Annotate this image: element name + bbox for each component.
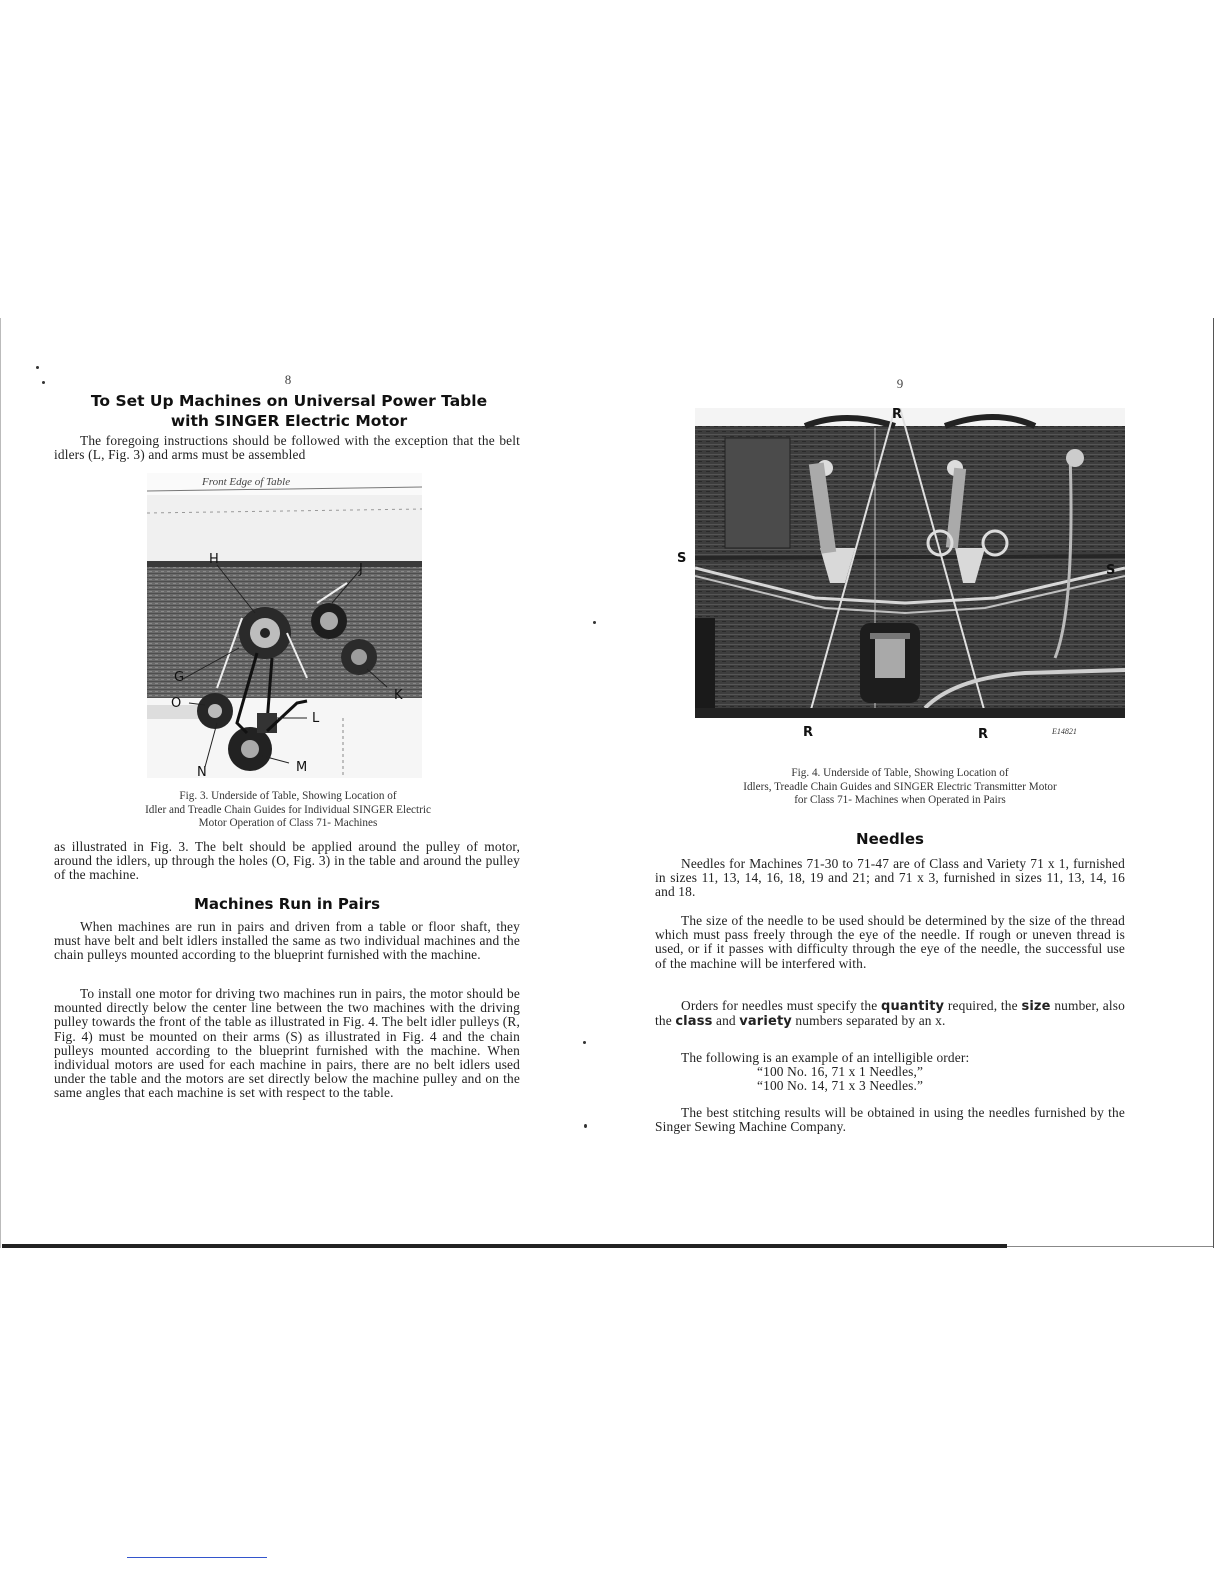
caption-line: Fig. 3. Underside of Table, Showing Location of	[179, 790, 397, 802]
fig3-label-l: L	[312, 711, 320, 726]
orders-fragment: Orders for needles must specify the	[681, 998, 882, 1013]
fig3-label-m: M	[296, 760, 308, 775]
scan-bottom-rule	[2, 1244, 1007, 1248]
caption-line: Motor Operation of Class 71- Machines	[198, 817, 378, 829]
needles-paragraph-1	[655, 857, 1125, 900]
fig3-label-n: N	[197, 765, 207, 780]
right-edge-line	[1213, 318, 1214, 1248]
page-title-line1: To Set Up Machines on Universal Power Table	[90, 392, 488, 410]
needles-text-1: Needles for Machines 71-30 to 71-47 are of Class and Variety 71 x 1, furnished in sizes 11, 13, 14, 16, 18, 19 and 21; and 71 x 3, furnished in sizes 11, 13, 14, 16 and 18.	[655, 856, 1125, 900]
scan-speck	[593, 621, 596, 624]
page-number: 8	[284, 372, 292, 387]
left-edge-line	[0, 318, 1, 1248]
orders-fragment: number, also the	[655, 998, 1125, 1029]
caption-line: Fig. 4. Underside of Table, Showing Location of	[791, 767, 1009, 779]
orders-text	[655, 999, 1125, 1029]
fig4-label-r-top: R	[892, 407, 903, 422]
page-title-line2: with SINGER Electric Motor	[170, 412, 408, 430]
fig3-label-o: O	[171, 696, 182, 711]
figure-4-caption	[680, 767, 1120, 808]
scan-speck	[36, 366, 39, 369]
caption-line: Idler and Treadle Chain Guides for Individual SINGER Electric	[145, 803, 431, 816]
example-intro: The following is an example of an intelligible order:	[681, 1050, 970, 1065]
keyword-variety: variety	[739, 1014, 792, 1030]
fig3-label-h: H	[209, 552, 219, 567]
orders-fragment: required, the	[944, 998, 1022, 1013]
scan-speck	[583, 1041, 586, 1044]
pairs-paragraph-1	[54, 920, 520, 963]
orders-fragment: numbers separated by an x.	[791, 1013, 946, 1029]
handwritten-note: Front Edge of Table	[202, 476, 291, 488]
fig4-label-r-right: R	[978, 727, 989, 742]
section-heading-pairs: Machines Run in Pairs	[193, 895, 381, 913]
figure-4-illustration	[695, 408, 1125, 718]
blue-footer-line	[127, 1557, 267, 1558]
after-figure-paragraph	[54, 840, 520, 883]
closing-text: The best stitching results will be obtained in using the needles furnished by the Singer Sewing Machine Company.	[655, 1105, 1125, 1135]
scan-speck	[42, 381, 45, 384]
after-figure-text: as illustrated in Fig. 3. The belt should be applied around the pulley of motor, around the idlers, up through the holes (O, Fig. 3) in the table and around the pulley of the machine.	[54, 839, 520, 883]
figure-3-illustration	[147, 473, 422, 778]
example-block	[655, 1051, 1125, 1094]
negative-number: E14821	[1052, 727, 1077, 736]
keyword-class: class	[675, 1014, 713, 1030]
page-number: 9	[896, 376, 904, 391]
fig4-label-s-left: S	[677, 551, 687, 566]
closing-paragraph	[655, 1106, 1125, 1134]
intro-text: The foregoing instructions should be followed with the exception that the belt idlers (L, Fig. 3) and arms must be assembled	[54, 433, 520, 463]
figure-4-photo	[695, 408, 1125, 718]
figure-3-caption	[78, 790, 498, 831]
needles-text-2: The size of the needle to be used should be determined by the size of the thread which must pass freely through the eye of the needle. If rough or uneven thread is used, or if it passes with difficulty through the eye of the needle, the successful use of the machine will be interfered with.	[655, 913, 1125, 971]
keyword-quantity: quantity	[881, 999, 945, 1014]
fig3-label-j: J	[359, 562, 363, 577]
orders-paragraph	[655, 999, 1125, 1029]
caption-line: Idlers, Treadle Chain Guides and SINGER Electric Transmitter Motor	[743, 780, 1057, 793]
example-line: “100 No. 14, 71 x 3 Needles.”	[757, 1078, 924, 1094]
needles-paragraph-2	[655, 914, 1125, 971]
orders-fragment: and	[712, 1013, 740, 1029]
pairs-paragraph-2	[54, 987, 520, 1101]
keyword-size: size	[1021, 999, 1051, 1014]
fig3-label-k: K	[394, 688, 403, 703]
example-line: “100 No. 16, 71 x 1 Needles,”	[757, 1064, 924, 1080]
scan-speck	[584, 1124, 587, 1128]
pairs-text-2: To install one motor for driving two machines run in pairs, the motor should be mounted directly below the center line between the two machines with the driving pulley towards the front of the table as illustrated in Fig. 4. The belt idler pulleys (R, Fig. 4) must be mounted on their arms (S) as illustrated in Fig. 4 and the chain pulleys mounted according to the blueprint furnished with the machine. When individual motors are used for each machine in pairs, there are no belt idlers used under the table and the motors are set directly below the machine pulley and on the same angles that each machine is set with respect to the table.	[54, 986, 520, 1101]
figure-3-photo	[147, 473, 422, 778]
scan-bottom-rule-thin	[1007, 1246, 1213, 1247]
fig3-label-g: G	[174, 670, 185, 685]
intro-paragraph	[54, 434, 520, 462]
page-title	[50, 391, 528, 431]
fig4-label-r-left: R	[803, 725, 814, 740]
caption-line: for Class 71- Machines when Operated in Pairs	[794, 794, 1006, 806]
fig4-label-s-right: S	[1106, 563, 1116, 578]
pairs-text-1: When machines are run in pairs and driven from a table or floor shaft, they must have belt and belt idlers installed the same as two individual machines and the chain pulleys mounted according to the blueprint furnished with the machine.	[54, 919, 520, 963]
section-heading-needles: Needles	[856, 830, 924, 848]
